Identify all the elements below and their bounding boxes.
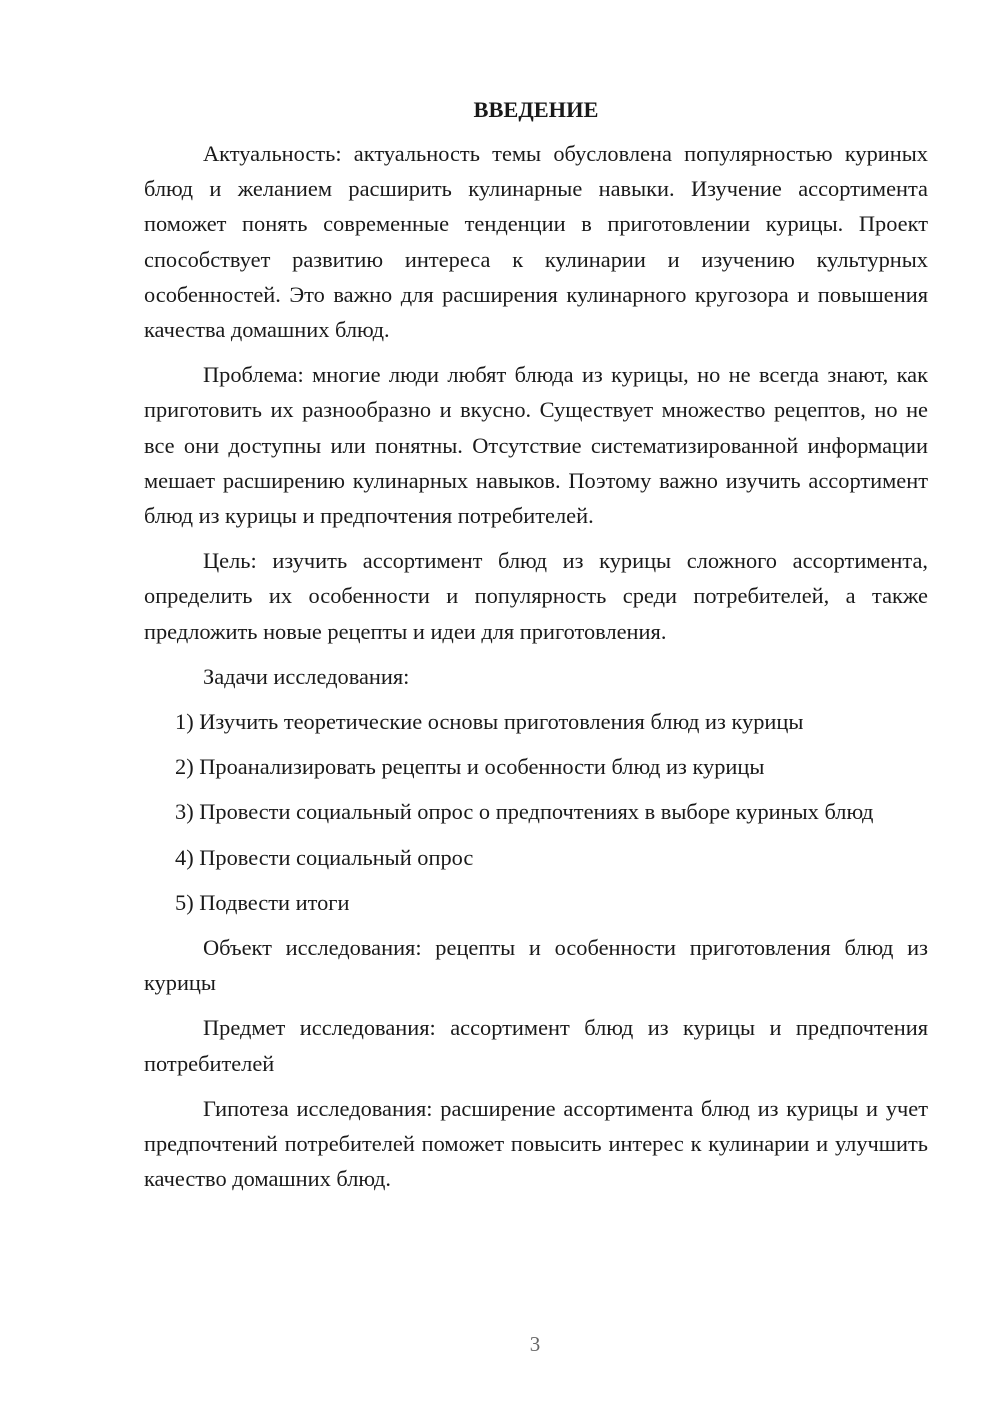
section-title: ВВЕДЕНИЕ — [473, 97, 599, 122]
task-item-5: 5) Подвести итоги — [175, 889, 350, 915]
task-item-3: 3) Провести социальный опрос о предпочтениях в выборе куриных блюд — [175, 799, 874, 825]
paragraph-subject: Предмет исследования: ассортимент блюд из курицы и предпочтения потребителей — [144, 1015, 928, 1076]
paragraph-problem: Проблема: многие люди любят блюда из курицы, но не всегда знают, как приготовить их разнообразно и вкусно. Существует множество рецептов, но не все они доступны или понятны. Отсутствие систематизированной информации мешает расширению кулинарных навыков. Поэтому важно изучить ассортимент блюд из курицы и предпочтения потребителей. — [144, 362, 928, 529]
document-page — [144, 92, 928, 1206]
paragraph-tasks-heading: Задачи исследования: — [203, 663, 410, 689]
paragraph-object: Объект исследования: рецепты и особенности приготовления блюд из курицы — [144, 935, 928, 996]
task-item-4: 4) Провести социальный опрос — [175, 844, 474, 870]
task-item-1: 1) Изучить теоретические основы приготовления блюд из курицы — [175, 709, 804, 735]
task-item-2: 2) Проанализировать рецепты и особенности блюд из курицы — [175, 754, 765, 780]
paragraph-hypothesis: Гипотеза исследования: расширение ассортимента блюд из курицы и учет предпочтений потребителей поможет повысить интерес к кулинарии и улучшить качество домашних блюд. — [144, 1095, 928, 1192]
page-number: 3 — [529, 1332, 541, 1356]
paragraph-goal: Цель: изучить ассортимент блюд из курицы сложного ассортимента, определить их особенности и популярность среди потребителей, а также предложить новые рецепты и идеи для приготовления. — [144, 548, 928, 644]
paragraph-relevance: Актуальность: актуальность темы обусловлена популярностью куриных блюд и желанием расширить кулинарные навыки. Изучение ассортимента поможет понять современные тенденции в приготовлении курицы. Проект способствует развитию интереса к кулинарии и изучению культурных особенностей. Это важно для расширения кулинарного кругозора и повышения качества домашних блюд. — [144, 141, 928, 343]
